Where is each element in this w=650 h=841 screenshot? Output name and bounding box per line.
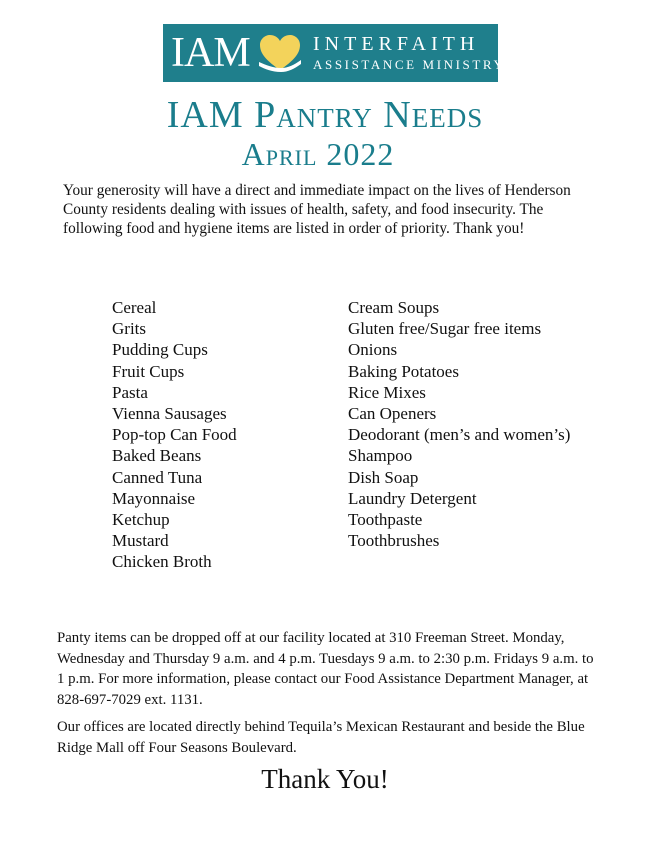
list-item: Rice Mixes [348,382,426,402]
heart-hand-icon [257,32,303,74]
page-title: IAM Pantry Needs [166,94,484,136]
logo-line-ministry: ASSISTANCE MINISTRY [313,57,506,72]
list-item: Pasta [112,382,148,402]
list-item: Mustard [112,531,169,551]
list-item: Toothpaste [348,510,423,530]
list-item: Ketchup [112,510,170,530]
logo-banner [163,24,506,82]
list-item: Fruit Cups [112,361,185,381]
list-item: Laundry Detergent [348,488,477,508]
thank-you-heading: Thank You! [261,764,389,794]
list-item: Baking Potatoes [348,361,459,381]
needs-list-left [112,297,332,573]
offices-paragraph: Our offices are located directly behind Tequila’s Mexican Restaurant and beside the Blue Ridge Mall off Four Seasons Boulevard. [57,719,585,756]
logo-acronym: IAM [171,30,250,76]
intro-paragraph: Your generosity will have a direct and immediate impact on the lives of Henderson County residents dealing with issues of health, safety, and food insecurity. The following food and hygiene items are listed in order of priority. Thank you! [63,182,571,237]
list-item: Can Openers [348,404,437,424]
logo-line-interfaith: INTERFAITH [313,33,480,55]
list-item: Baked Beans [112,446,202,466]
list-item: Deodorant (men’s and women’s) [348,425,571,445]
list-item: Pudding Cups [112,340,208,360]
list-item: Onions [348,340,398,360]
list-item: Cream Soups [348,298,440,317]
list-item: Cereal [112,298,157,317]
needs-list-right [348,297,588,551]
list-item: Dish Soap [348,467,419,487]
page-subtitle: April 2022 [241,136,395,172]
list-item: Vienna Sausages [112,404,227,424]
list-item: Chicken Broth [112,552,212,572]
list-item: Toothbrushes [348,531,440,551]
list-item: Canned Tuna [112,467,203,487]
list-item: Mayonnaise [112,488,196,508]
list-item: Shampoo [348,446,413,466]
list-item: Gluten free/Sugar free items [348,319,542,339]
list-item: Grits [112,319,146,339]
dropoff-paragraph: Panty items can be dropped off at our facility located at 310 Freeman Street. Monday, Wednesday and Thursday 9 a.m. and 4 p.m. Tuesdays 9 a.m. to 2:30 p.m. Fridays 9 a.m. to 1 p.m. For more information, please contact our Food Assistance Department Manager, at 828-697-7029 ext. 1131. [57,630,594,708]
list-item: Pop-top Can Food [112,425,237,445]
